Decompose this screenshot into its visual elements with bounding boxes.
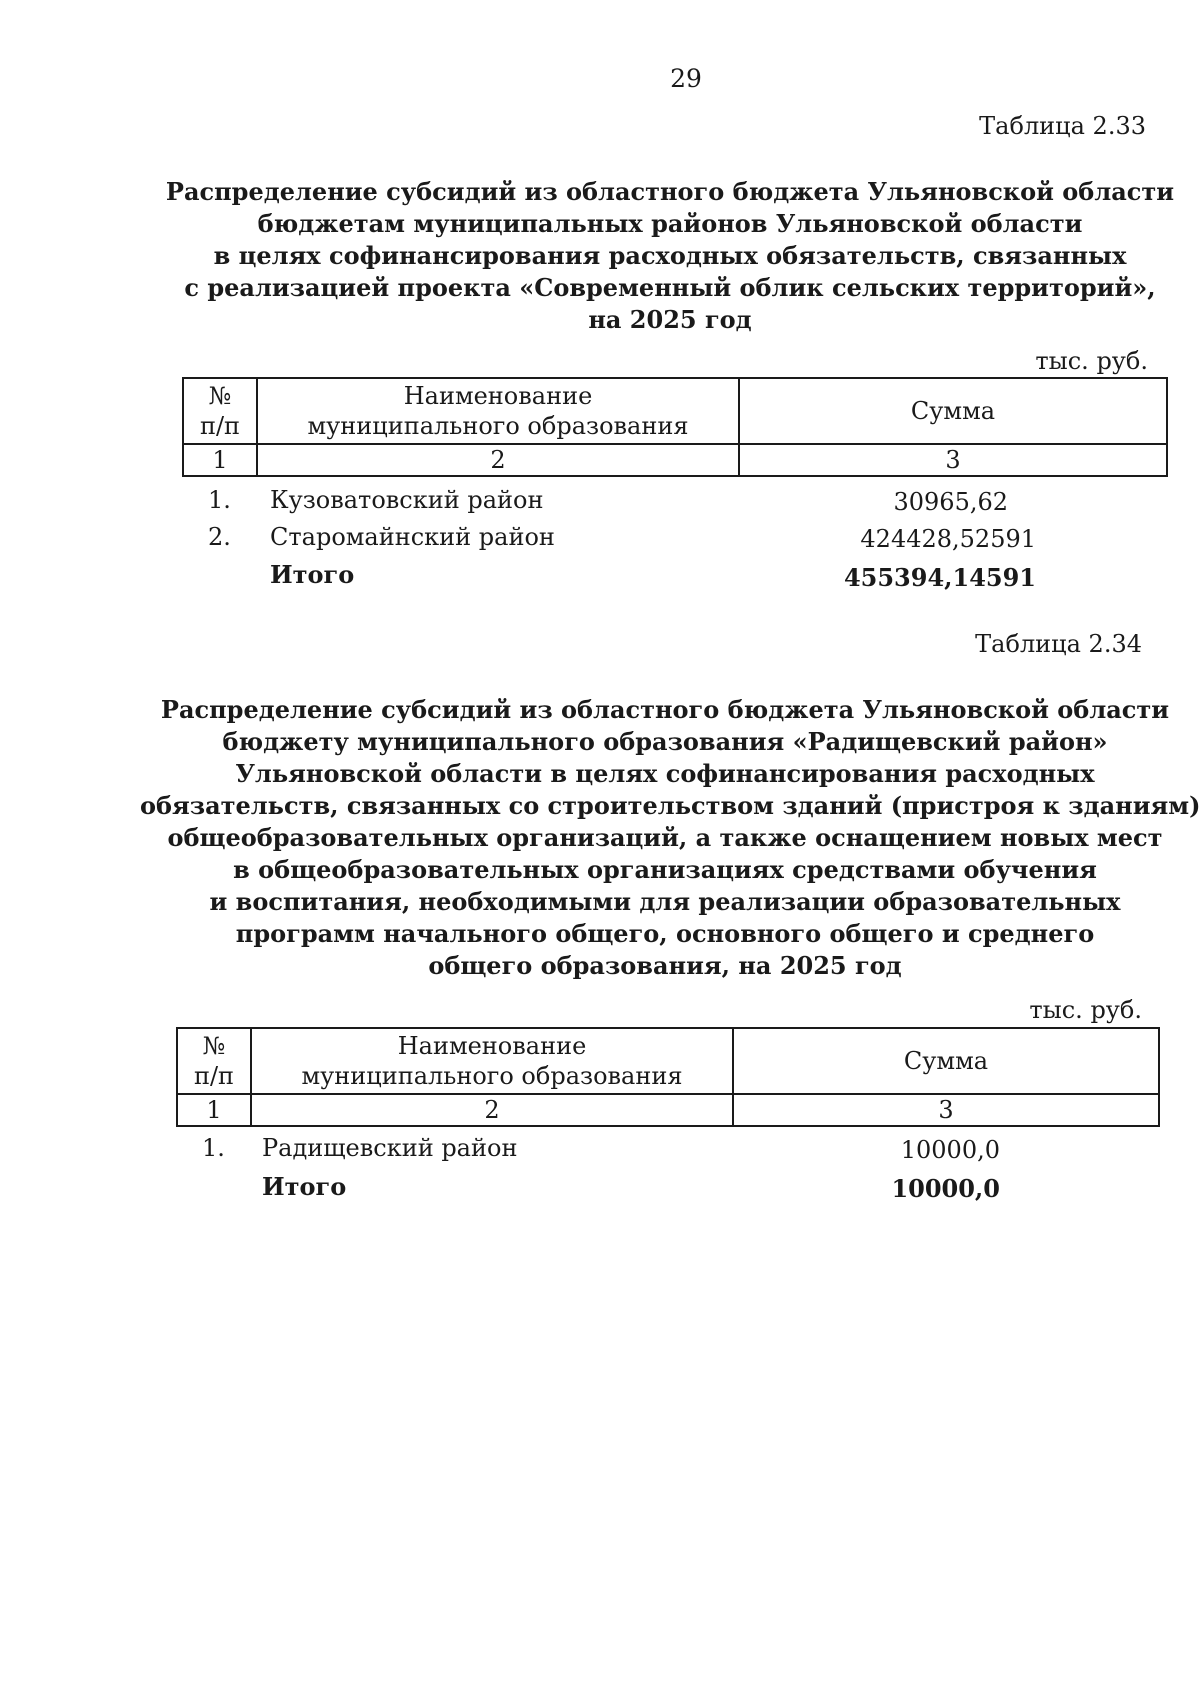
name-header: [257, 378, 739, 444]
total-value: 10000,0: [891, 1174, 1000, 1203]
table-2-34-title: [140, 694, 1200, 982]
table-2-33-unit: тыс. руб.: [1035, 347, 1148, 375]
title-line: на 2025 год: [588, 305, 752, 334]
title-line: общего образования, на 2025 год: [428, 951, 902, 980]
row-name: Старомайнский район: [270, 523, 555, 551]
sum-header: Сумма: [739, 378, 1167, 444]
col-number: 1: [177, 1094, 251, 1126]
total-label: Итого: [262, 1172, 347, 1201]
name-header-line2: муниципального образования: [301, 1062, 683, 1090]
num-header-line2: п/п: [199, 412, 241, 440]
total-label: Итого: [270, 560, 355, 589]
col-number: 2: [251, 1094, 733, 1126]
row-num: 1.: [208, 486, 231, 514]
title-line: с реализацией проекта «Современный облик сельских территорий»,: [184, 273, 1156, 302]
title-line: бюджету муниципального образования «Радищевский район»: [222, 727, 1108, 756]
row-name: Кузоватовский район: [270, 486, 544, 514]
row-num: 1.: [202, 1134, 225, 1162]
row-sum: 10000,0: [900, 1136, 1000, 1164]
page-number: 29: [670, 64, 702, 93]
col-number: 2: [257, 444, 739, 476]
row-name: Радищевский район: [262, 1134, 518, 1162]
num-header-line1: №: [202, 1032, 226, 1060]
col-number: 1: [183, 444, 257, 476]
title-line: бюджетам муниципальных районов Ульяновской области: [257, 209, 1083, 238]
row-num: 2.: [208, 523, 231, 551]
total-value: 455394,14591: [843, 563, 1036, 592]
title-line: программ начального общего, основного общего и среднего: [235, 919, 1095, 948]
table-2-34-header: [176, 1027, 1160, 1127]
num-header-line1: №: [208, 382, 232, 410]
table-2-33-title: [150, 176, 1190, 336]
sum-header: Сумма: [733, 1028, 1159, 1094]
name-header-line2: муниципального образования: [307, 412, 689, 440]
title-line: Ульяновской области в целях софинансирования расходных: [235, 759, 1095, 788]
table-2-34-unit: тыс. руб.: [1029, 996, 1142, 1024]
col-number: 3: [733, 1094, 1159, 1126]
num-header-line2: п/п: [193, 1062, 235, 1090]
row-sum: 30965,62: [893, 488, 1008, 516]
name-header: [251, 1028, 733, 1094]
title-line: обязательств, связанных со строительством зданий (пристроя к зданиям): [140, 791, 1200, 820]
title-line: общеобразовательных организаций, а также оснащением новых мест: [167, 823, 1163, 852]
title-line: в общеобразовательных организациях средствами обучения: [233, 855, 1097, 884]
table-2-33-label: Таблица 2.33: [979, 112, 1146, 140]
num-header: [177, 1028, 251, 1094]
title-line: Распределение субсидий из областного бюджета Ульяновской области: [160, 695, 1170, 724]
row-sum: 424428,52591: [860, 525, 1036, 553]
name-header-line1: Наименование: [397, 1032, 587, 1060]
col-number: 3: [739, 444, 1167, 476]
table-2-34-label: Таблица 2.34: [975, 630, 1142, 658]
table-2-33-header: [182, 377, 1168, 477]
title-line: в целях софинансирования расходных обязательств, связанных: [213, 241, 1127, 270]
num-header: [183, 378, 257, 444]
name-header-line1: Наименование: [403, 382, 593, 410]
title-line: Распределение субсидий из областного бюджета Ульяновской области: [165, 177, 1175, 206]
title-line: и воспитания, необходимыми для реализации образовательных: [209, 887, 1121, 916]
